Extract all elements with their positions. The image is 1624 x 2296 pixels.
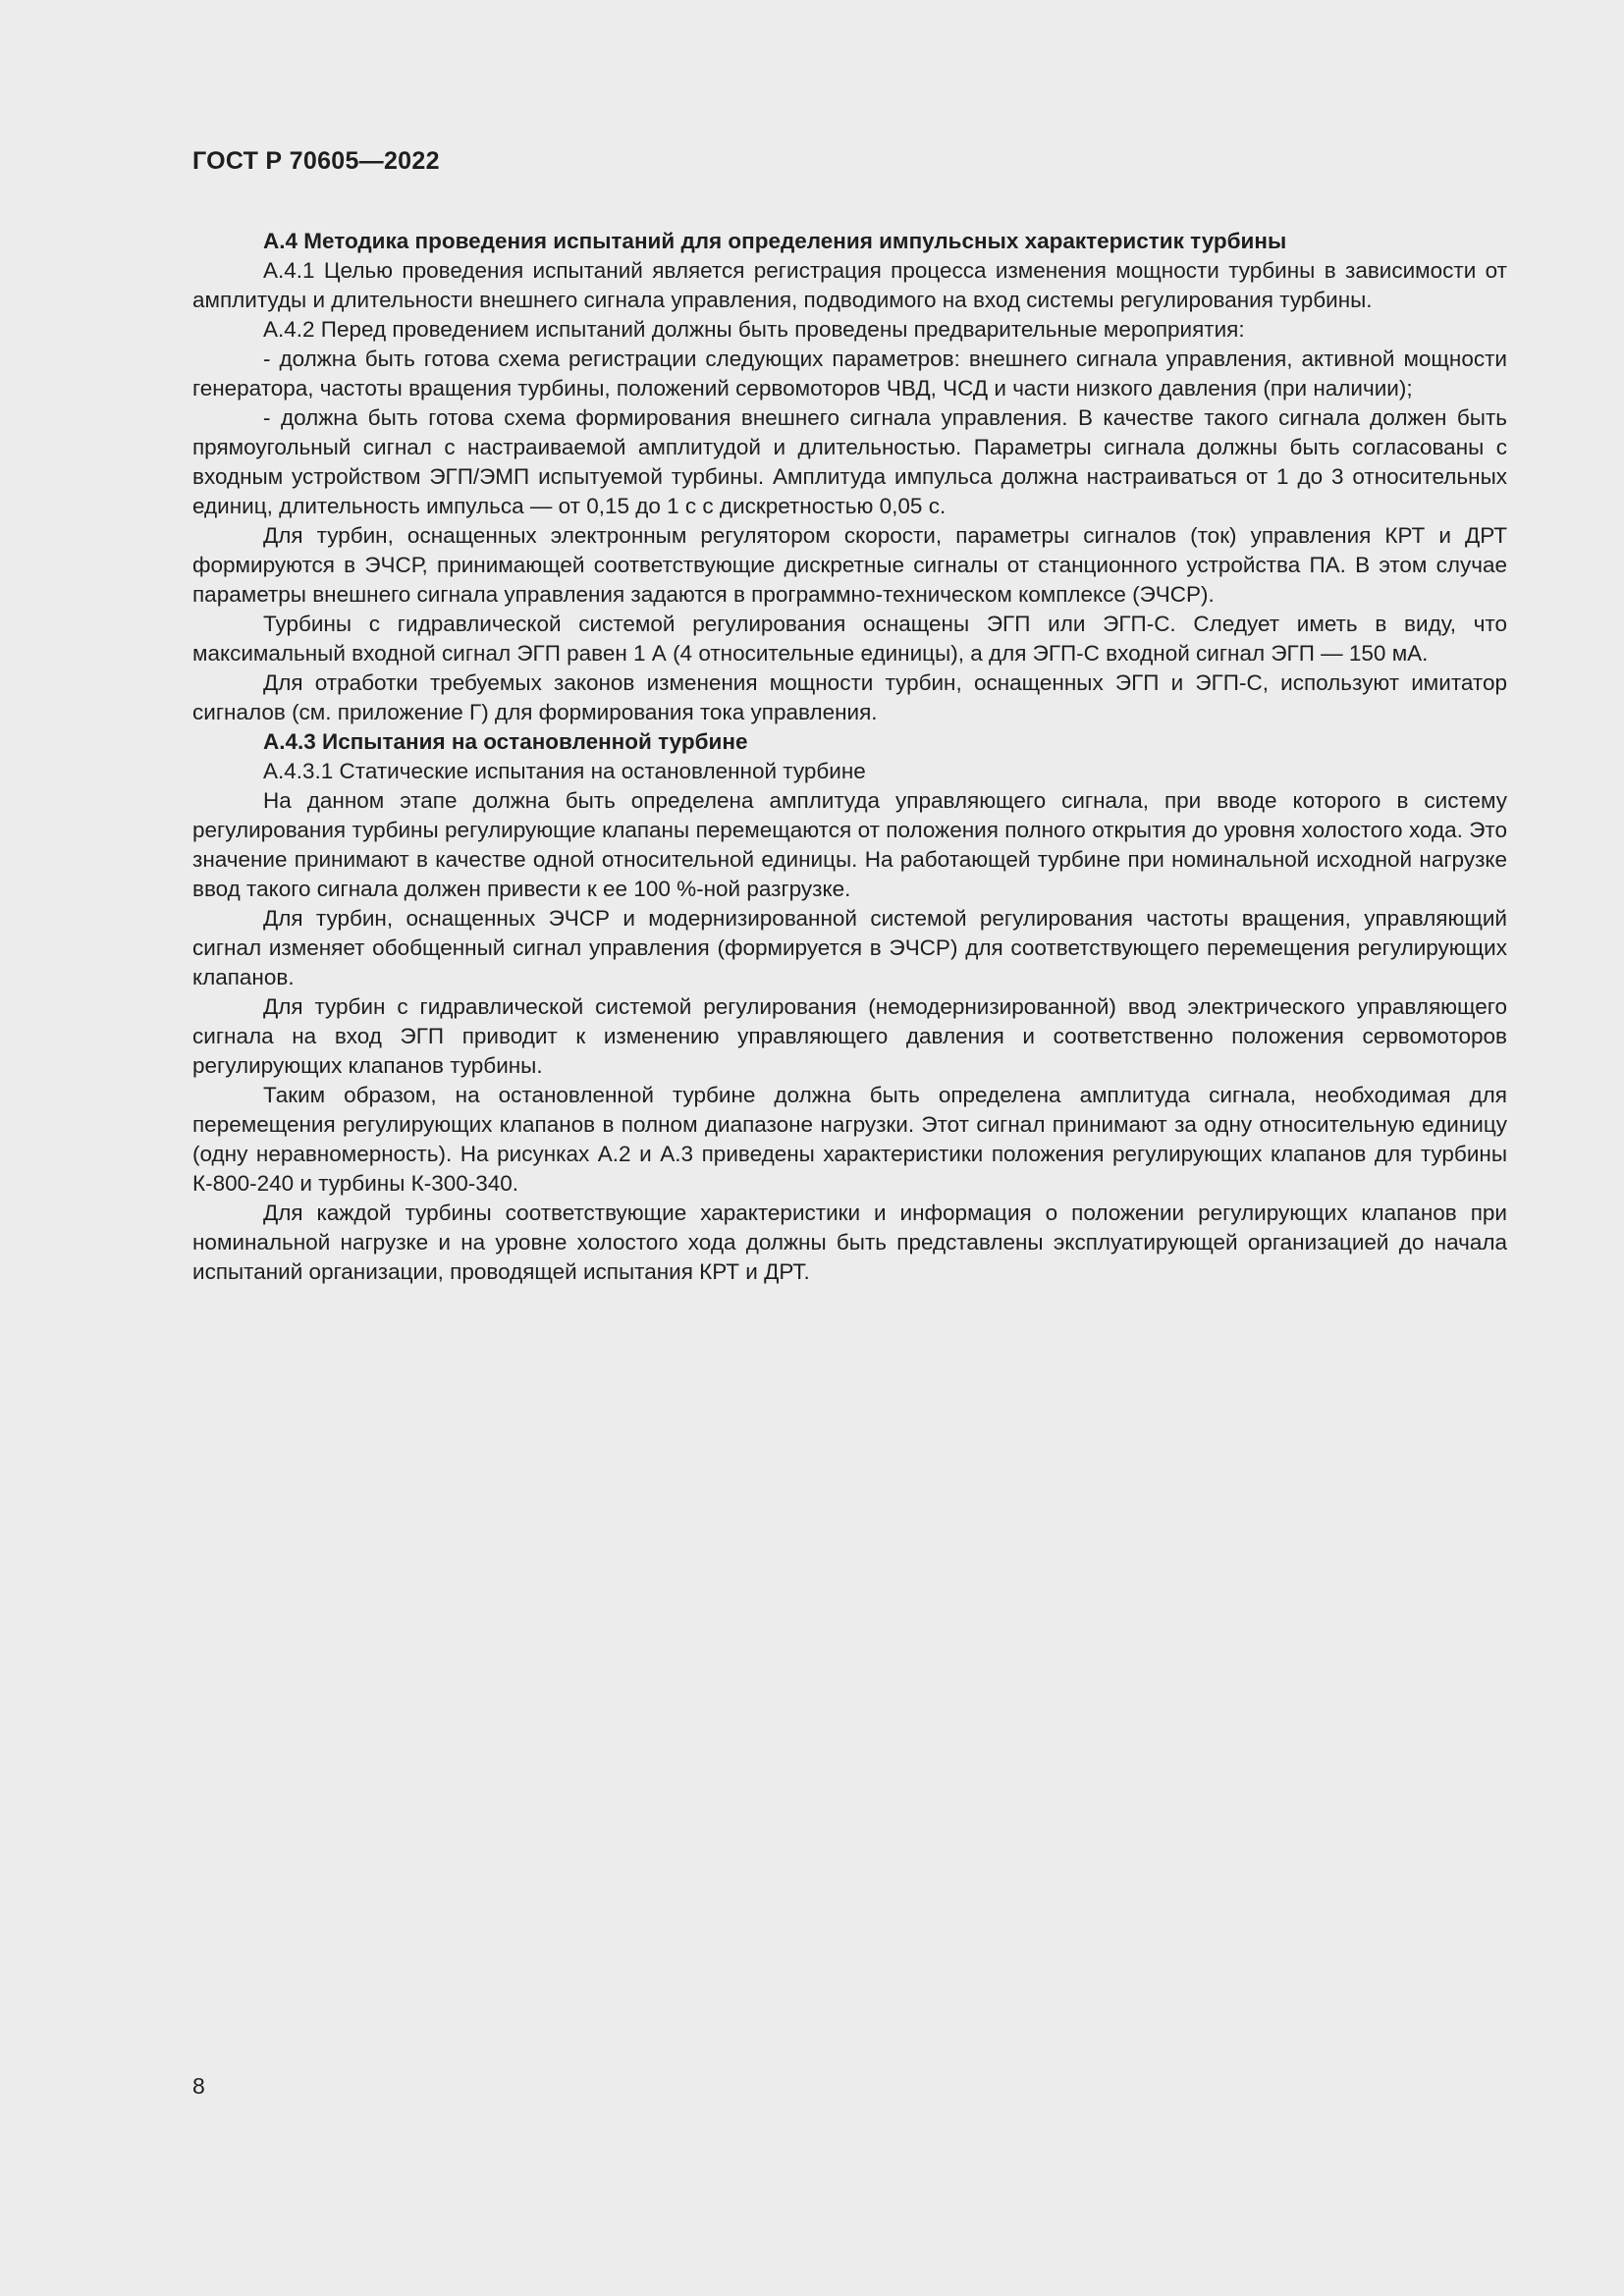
subsection-heading-a431: А.4.3.1 Статические испытания на остановленной турбине	[263, 759, 866, 783]
paragraph-a42: А.4.2 Перед проведением испытаний должны быть проведены предварительные мероприятия:	[263, 317, 1245, 342]
paragraph-signal-imitator: Для отработки требуемых законов изменения мощности турбин, оснащенных ЭГП и ЭГП-С, используют имитатор сигналов (см. приложение Г) для формирования тока управления.	[192, 670, 1507, 724]
page-number: 8	[192, 2073, 205, 2099]
list-item-signal-scheme: - должна быть готова схема формирования внешнего сигнала управления. В качестве такого сигнала должен быть прямоугольный сигнал с настраиваемой амплитудой и длительностью. Параметры сигнала должны быть согласованы с входным устройством ЭГП/ЭМП испытуемой турбины. Амплитуда импульса должна настраиваться от 1 до 3 относительных единиц, длительность импульса — от 0,15 до 1 с с дискретностью 0,05 с.	[192, 405, 1507, 518]
paragraph-operator-info: Для каждой турбины соответствующие характеристики и информация о положении регулирующих клапанов при номинальной нагрузке и на уровне холостого хода должны быть представлены эксплуатирующей организацией до начала испытаний организации, проводящей испытания КРТ и ДРТ.	[192, 1201, 1507, 1284]
paragraph-figures-reference: Таким образом, на остановленной турбине должна быть определена амплитуда сигнала, необходимая для перемещения регулирующих клапанов в полном диапазоне нагрузки. Этот сигнал принимают за одну относительную единицу (одну неравномерность). На рисунках А.2 и А.3 приведены характеристики положения регулирующих клапанов для турбины К-800-240 и турбины К-300-340.	[192, 1083, 1507, 1196]
paragraph-hydraulic-turbines: Турбины с гидравлической системой регулирования оснащены ЭГП или ЭГП-С. Следует иметь в виду, что максимальный входной сигнал ЭГП равен 1 А (4 относительные единицы), а для ЭГП-С входной сигнал ЭГП — 150 мА.	[192, 612, 1507, 666]
paragraph-amplitude-definition: На данном этапе должна быть определена амплитуда управляющего сигнала, при вводе которого в систему регулирования турбины регулирующие клапаны перемещаются от положения полного открытия до уровня холостого хода. Это значение принимают в качестве одной относительной единицы. На работающей турбине при номинальной исходной нагрузке ввод такого сигнала должен привести к ее 100 %-ной разгрузке.	[192, 788, 1507, 901]
paragraph-a41: А.4.1 Целью проведения испытаний является регистрация процесса изменения мощности турбины в зависимости от амплитуды и длительности внешнего сигнала управления, подводимого на вход системы регулирования турбины.	[192, 258, 1507, 312]
paragraph-echsr-turbines: Для турбин, оснащенных ЭЧСР и модернизированной системой регулирования частоты вращения, управляющий сигнал изменяет обобщенный сигнал управления (формируется в ЭЧСР) для соответствующего перемещения регулирующих клапанов.	[192, 906, 1507, 989]
document-body	[192, 227, 1507, 1287]
document-header: ГОСТ Р 70605—2022	[192, 147, 440, 175]
section-heading-a43: А.4.3 Испытания на остановленной турбине	[263, 729, 748, 754]
paragraph-electronic-regulator: Для турбин, оснащенных электронным регулятором скорости, параметры сигналов (ток) управления КРТ и ДРТ формируются в ЭЧСР, принимающей соответствующие дискретные сигналы от станционного устройства ПА. В этом случае параметры внешнего сигнала управления задаются в программно-техническом комплексе (ЭЧСР).	[192, 523, 1507, 607]
section-heading-a4: А.4 Методика проведения испытаний для определения импульсных характеристик турбины	[263, 229, 1287, 253]
list-item-registration-scheme: - должна быть готова схема регистрации следующих параметров: внешнего сигнала управления, активной мощности генератора, частоты вращения турбины, положений сервомоторов ЧВД, ЧСД и части низкого давления (при наличии);	[192, 347, 1507, 400]
paragraph-unmodernized-turbines: Для турбин с гидравлической системой регулирования (немодернизированной) ввод электрического управляющего сигнала на вход ЭГП приводит к изменению управляющего давления и соответственно положения сервомоторов регулирующих клапанов турбины.	[192, 994, 1507, 1078]
